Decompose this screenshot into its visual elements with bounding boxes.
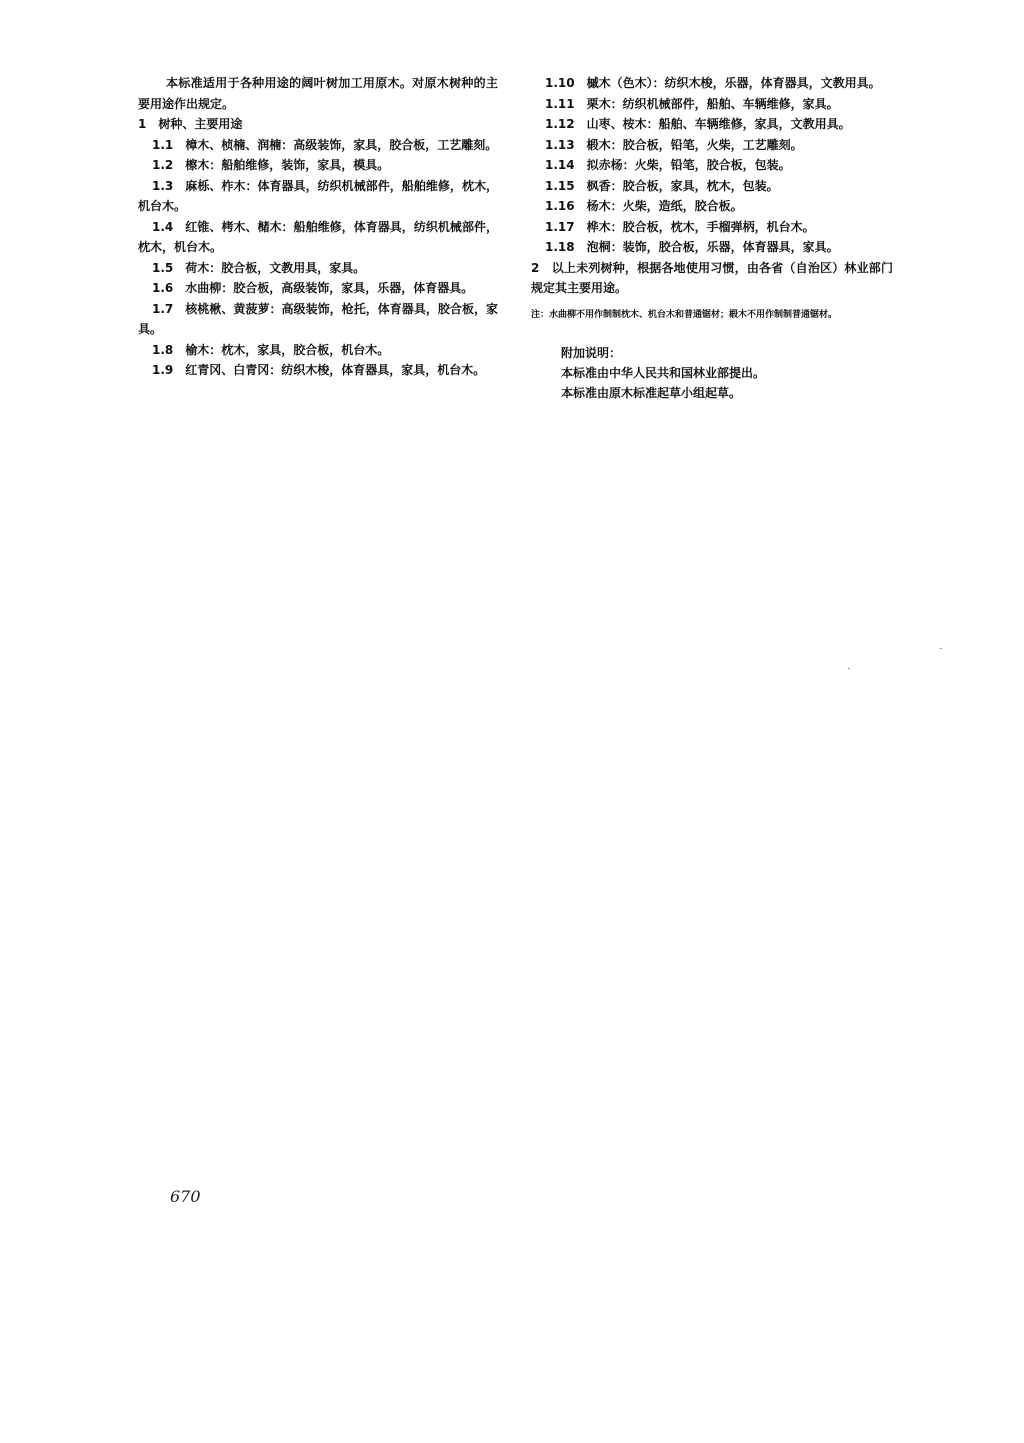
usage-item-1-5: 1.5 荷木：胶合板，文教用具，家具。 bbox=[152, 260, 366, 275]
section-1-heading: 1 树种、主要用途 bbox=[138, 117, 243, 131]
usage-item-1-2: 1.2 檫木：船舶维修，装饰，家具，模具。 bbox=[152, 158, 390, 172]
usage-item-1-16: 1.16 杨木：火柴，造纸，胶合板。 bbox=[545, 199, 743, 213]
appendix bbox=[531, 343, 893, 403]
appendix-line-2: 本标准由原木标准起草小组起草。 bbox=[561, 385, 742, 400]
scan-speck bbox=[940, 648, 942, 649]
usage-item-1-8: 1.8 榆木：枕木，家具，胶合板，机台木。 bbox=[152, 342, 390, 357]
usage-item-1-11: 1.11 栗木：纺织机械部件，船舶、车辆维修，家具。 bbox=[545, 96, 839, 111]
page-number: 670 bbox=[170, 1187, 201, 1206]
usage-item-1-13: 1.13 椴木：胶合板，铅笔，火柴，工艺雕刻。 bbox=[545, 137, 803, 152]
scan-speck bbox=[848, 668, 850, 669]
usage-item-1-18: 1.18 泡桐：装饰，胶合板，乐器，体育器具，家具。 bbox=[545, 240, 839, 254]
usage-item-1-1: 1.1 樟木、桢楠、润楠：高级装饰，家具，胶合板，工艺雕刻。 bbox=[152, 137, 498, 152]
appendix-line-1: 本标准由中华人民共和国林业部提出。 bbox=[561, 365, 766, 380]
intro-paragraph: 本标准适用于各种用途的阔叶树加工用原木。对原木树种的主要用途作出规定。 bbox=[138, 76, 498, 111]
usage-item-1-15: 1.15 枫香：胶合板，家具，枕木，包装。 bbox=[545, 178, 779, 193]
left-column bbox=[138, 73, 498, 381]
usage-item-1-12: 1.12 山枣、桉木：船舶、车辆维修，家具，文教用具。 bbox=[545, 117, 851, 131]
usage-item-1-7: 1.7 核桃楸、黄菠萝：高级装饰，枪托，体育器具，胶合板，家具。 bbox=[138, 301, 498, 336]
usage-item-1-9: 1.9 红青冈、白青冈：纺织木梭，体育器具，家具，机台木。 bbox=[152, 363, 486, 377]
usage-item-1-14: 1.14 拟赤杨：火柴，铅笔，胶合板，包装。 bbox=[545, 158, 791, 172]
section-2-paragraph: 2 以上未列树种，根据各地使用习惯，由各省（自治区）林业部门规定其主要用途。 bbox=[531, 260, 893, 295]
usage-item-1-3: 1.3 麻栎、柞木：体育器具，纺织机械部件，船舶维修，枕木，机台木。 bbox=[138, 178, 498, 213]
usage-item-1-10: 1.10 槭木（色木）：纺织木梭，乐器，体育器具，文教用具。 bbox=[545, 76, 881, 90]
usage-item-1-17: 1.17 桦木：胶合板，枕木，手榴弹柄，机台木。 bbox=[545, 219, 815, 234]
footnote: 注：水曲柳不用作制制枕木、机台木和普通锯材；椴木不用作制制普通锯材。 bbox=[531, 309, 838, 320]
appendix-heading: 附加说明： bbox=[561, 345, 622, 360]
right-column bbox=[531, 73, 893, 403]
usage-item-1-6: 1.6 水曲柳：胶合板，高级装饰，家具，乐器，体育器具。 bbox=[152, 281, 474, 295]
usage-item-1-4: 1.4 红锥、栲木、槠木：船舶维修，体育器具，纺织机械部件，枕木，机台木。 bbox=[138, 219, 498, 254]
